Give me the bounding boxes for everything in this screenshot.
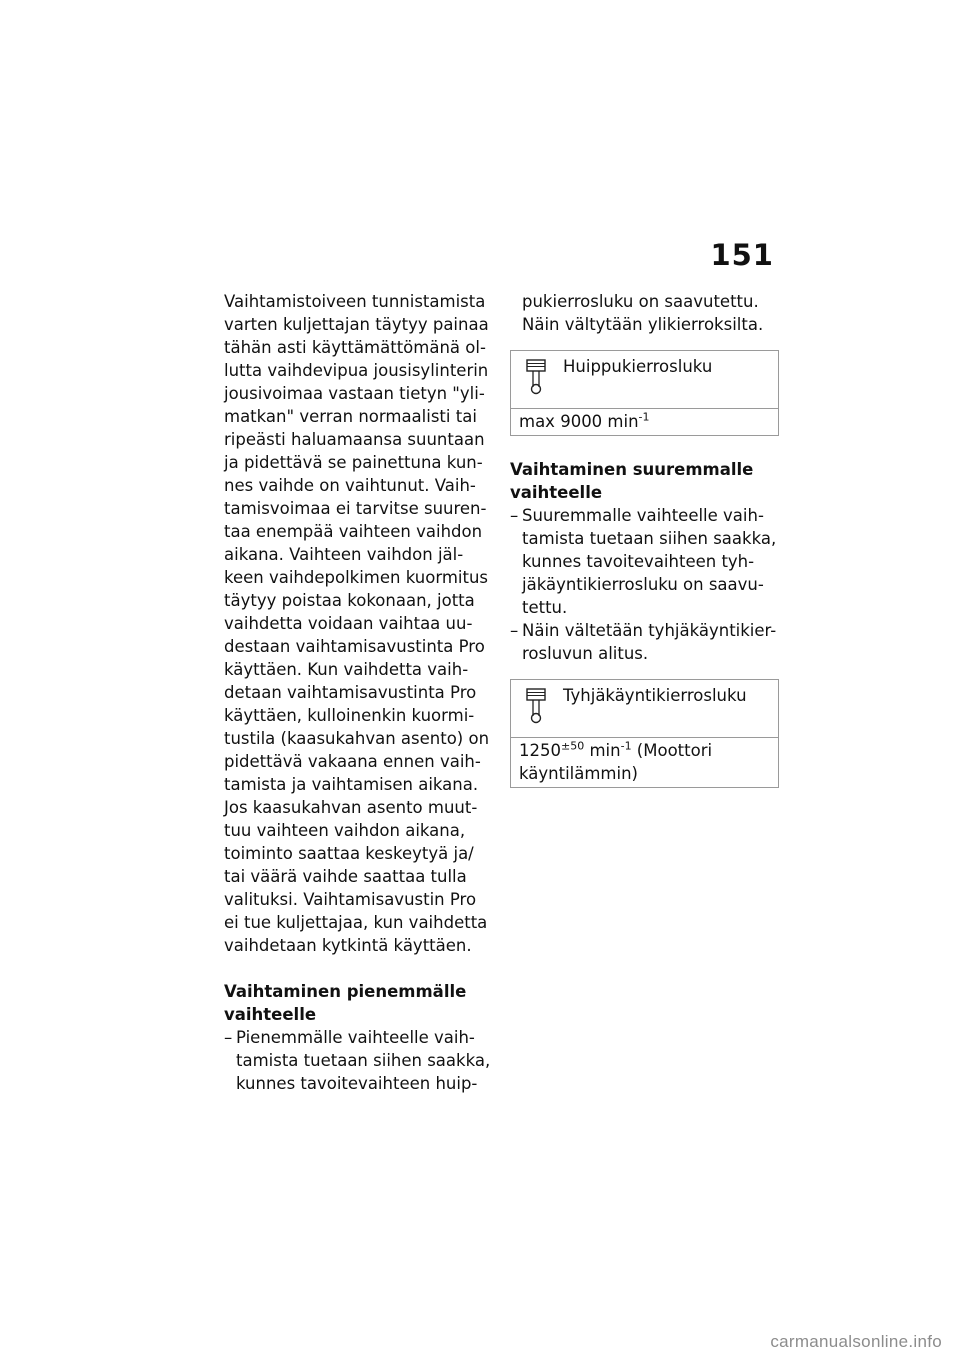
text-line: käyttäen, kulloinenkin kuormi- (224, 706, 475, 725)
section-heading-downshift (224, 980, 492, 1026)
text-line: varten kuljettajan täytyy painaa (224, 315, 489, 334)
text-line: matkan" verran normaalisti tai (224, 407, 477, 426)
list-line: kunnes tavoitevaihteen huip- (236, 1074, 478, 1093)
text-line: detaan vaihtamisavustinta Pro (224, 683, 477, 702)
list-line: Pienemmälle vaihteelle vaih- (236, 1028, 475, 1047)
dash-bullet: – (224, 1028, 233, 1047)
spec-value-text: max 9000 min (519, 412, 639, 431)
heading-line: vaihteelle (224, 1005, 317, 1024)
dash-bullet: – (510, 621, 519, 640)
list-line: tamista tuetaan siihen saakka, (522, 529, 777, 548)
spec-title: Tyhjäkäyntikierrosluku (563, 686, 747, 705)
text-line: pukierrosluku on saavutettu. (522, 292, 759, 311)
text-line: tustila (kaasukahvan asento) on (224, 729, 490, 748)
spec-value-unit: min (584, 741, 621, 760)
heading-line: Vaihtaminen suuremmalle (510, 460, 754, 479)
heading-line: vaihteelle (510, 483, 603, 502)
text-line: käyttäen. Kun vaihdetta vaih- (224, 660, 469, 679)
spec-box-header (511, 680, 778, 738)
spec-value (511, 738, 778, 787)
list-item (510, 619, 780, 665)
spec-value-note: käyntilämmin) (519, 764, 638, 783)
text-line: vaihdetaan kytkintä käyttäen. (224, 936, 472, 955)
text-line: Jos kaasukahvan asento muut- (224, 798, 478, 817)
text-line: tamista ja vaihtamisen aikana. (224, 775, 479, 794)
text-line: ja pidettävä se painettuna kun- (224, 453, 483, 472)
text-line: ripeästi haluamaansa suuntaan (224, 430, 485, 449)
spec-value-note: (Moottori (631, 741, 713, 760)
left-column (224, 290, 492, 1095)
spec-box-max-rpm (510, 350, 779, 436)
text-line: Näin vältytään ylikierroksilta. (522, 315, 764, 334)
page-number: 151 (710, 238, 774, 272)
text-line: valituksi. Vaihtamisavustin Pro (224, 890, 477, 909)
body-paragraph (224, 290, 492, 957)
text-line: jousivoimaa vastaan tietyn "yli- (224, 384, 485, 403)
right-column (510, 290, 780, 788)
text-line: vaihdetta voidaan vaihtaa uu- (224, 614, 473, 633)
spec-box-idle-rpm (510, 679, 779, 788)
list-line: tettu. (522, 598, 568, 617)
spec-value (511, 409, 778, 435)
spec-value-number: 1250 (519, 741, 561, 760)
list-line: jäkäyntikierrosluku on saavu- (522, 575, 764, 594)
spec-box-header (511, 351, 778, 409)
text-line: täytyy poistaa kokonaan, jotta (224, 591, 475, 610)
list-line: tamista tuetaan siihen saakka, (236, 1051, 491, 1070)
text-line: lutta vaihdevipua jousisylinterin (224, 361, 489, 380)
text-line: destaan vaihtamisavustinta Pro (224, 637, 485, 656)
watermark: carmanualsonline.info (770, 1332, 942, 1351)
list-line: Näin vältetään tyhjäkäyntikier- (522, 621, 777, 640)
list-item (510, 504, 780, 619)
engine-piston-icon (525, 688, 547, 724)
text-line: taa enempää vaihteen vaihdon (224, 522, 483, 541)
text-line: tähän asti käyttämättömänä ol- (224, 338, 486, 357)
spec-value-exponent: -1 (638, 410, 650, 424)
downshift-list (224, 1026, 492, 1095)
text-line: pidettävä vakaana ennen vaih- (224, 752, 481, 771)
text-line: Vaihtamistoiveen tunnistamista (224, 292, 486, 311)
spec-title: Huippukierrosluku (563, 357, 713, 376)
text-line: tuu vaihteen vaihdon aikana, (224, 821, 466, 840)
dash-bullet: – (510, 506, 519, 525)
text-line: nes vaihde on vaihtunut. Vaih- (224, 476, 476, 495)
heading-line: Vaihtaminen pienemmälle (224, 982, 467, 1001)
text-line: keen vaihdepolkimen kuormitus (224, 568, 489, 587)
list-line: Suuremmalle vaihteelle vaih- (522, 506, 764, 525)
continuation-text (510, 290, 780, 336)
section-heading-upshift (510, 458, 780, 504)
upshift-list (510, 504, 780, 665)
list-item (224, 1026, 492, 1095)
text-line: ei tue kuljettajaa, kun vaihdetta (224, 913, 488, 932)
spec-value-tolerance: ±50 (561, 739, 585, 753)
text-line: tamisvoimaa ei tarvitse suuren- (224, 499, 487, 518)
text-line: toiminto saattaa keskeytyä ja/ (224, 844, 474, 863)
list-line: rosluvun alitus. (522, 644, 649, 663)
list-line: kunnes tavoitevaihteen tyh- (522, 552, 755, 571)
text-line: aikana. Vaihteen vaihdon jäl- (224, 545, 464, 564)
engine-piston-icon (525, 359, 547, 395)
text-line: tai väärä vaihde saattaa tulla (224, 867, 467, 886)
spec-value-exponent: -1 (620, 739, 632, 753)
